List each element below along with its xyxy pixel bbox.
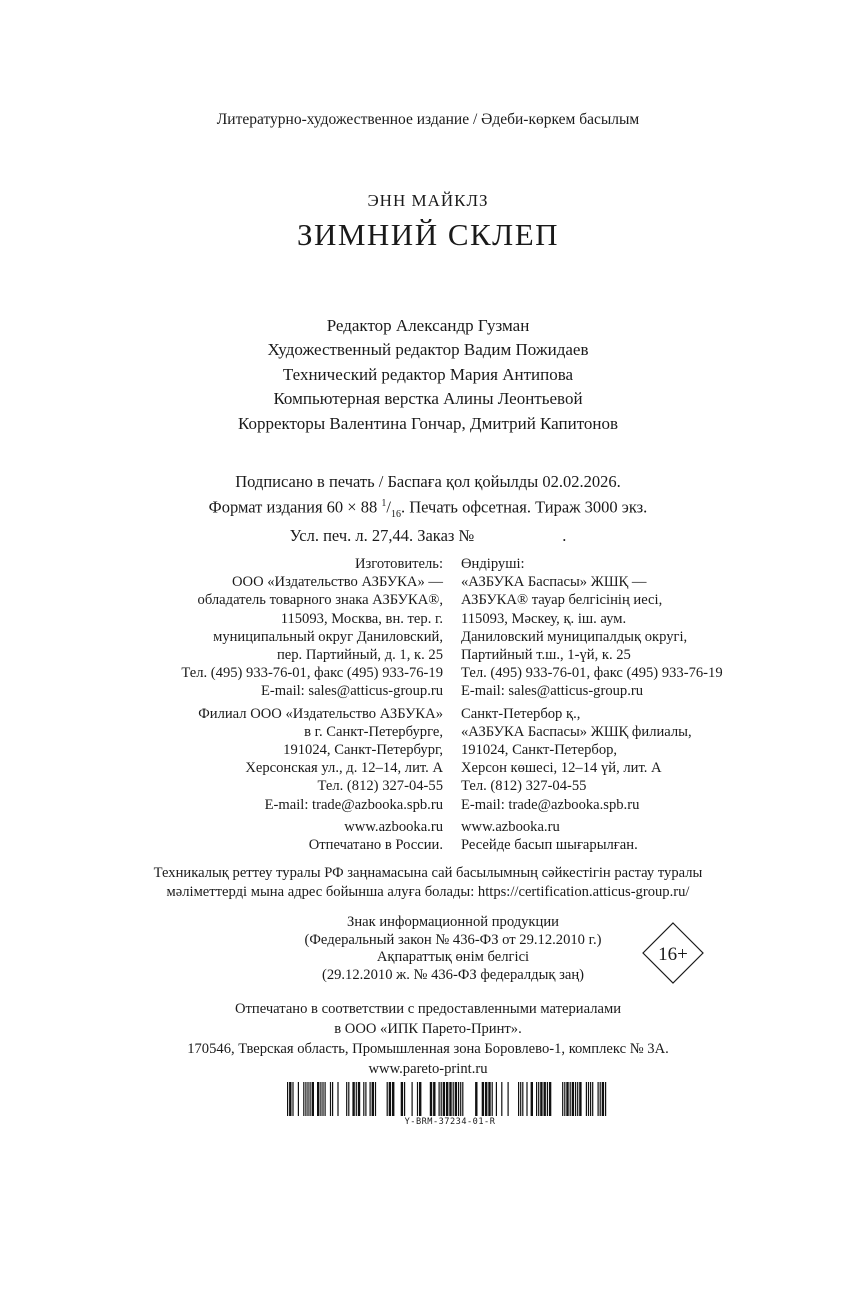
manufacturer-ru-branch [181,705,443,814]
barcode-bar [370,1082,371,1116]
barcode-bar [372,1082,374,1116]
text-line: 170546, Тверская область, Промышленная зона Боровлево-1, комплекс № 3А. [187,1041,669,1057]
manufacturer-kz-main [461,555,723,701]
barcode-bar [566,1082,568,1116]
text-line: Тел. (812) 327-04-55 [317,778,443,795]
text-line: Санкт-Петербор қ., [461,705,581,722]
age-rating-text: 16+ [658,944,688,965]
manufacturer-ru-web [181,818,443,854]
barcode-bar [356,1082,357,1116]
barcode-bar [544,1082,546,1116]
text-line: «АЗБУКА Баспасы» ЖШҚ — [461,574,647,591]
credit-line: Художественный редактор Вадим Пожидаев [267,340,589,360]
barcode-bar [446,1082,448,1116]
barcode-bar [352,1082,354,1116]
barcode-bar [453,1082,454,1116]
age-rating-badge [642,922,704,984]
barcode-bar [303,1082,304,1116]
format-suffix: . Печать офсетная. Тираж 3000 экз. [400,497,648,516]
barcode-bar [518,1082,519,1116]
sheets-line [0,525,856,547]
barcode-bar [562,1082,563,1116]
barcode [285,1082,615,1116]
barcode-bar [449,1082,451,1116]
text-line: Ақпараттық өнім белгісі [376,949,530,966]
barcode-bar [605,1082,606,1116]
barcode-bar [588,1082,589,1116]
text-line: Ресейде басып шығарылған. [461,837,638,854]
barcode-bar [455,1082,457,1116]
text-line: (Федеральный закон № 436-ФЗ от 29.12.2010 г.) [304,931,602,948]
signed-to-print: Подписано в печать / Баспаға қол қойылды 02.02.2026. [235,472,621,491]
text-line: E-mail: trade@azbooka.spb.ru [264,796,443,813]
printer-info [0,999,856,1079]
barcode-bar [404,1082,405,1116]
text-line: пер. Партийный, д. 1, к. 25 [276,647,443,664]
text-line: Тел. (495) 933-76-01, факс (495) 933-76-19 [181,665,443,682]
barcode-bar [307,1082,308,1116]
barcode-bar [501,1082,502,1116]
text-line: 191024, Санкт-Петербор, [461,742,618,759]
tech-regulation-note [0,864,856,902]
text-line: Изготовитель: [354,556,443,572]
barcode-bar [586,1082,587,1116]
text-line: E-mail: sales@atticus-group.ru [260,683,443,700]
barcode-bar [430,1082,432,1116]
barcode-bar [337,1082,338,1116]
barcode-bar [287,1082,288,1116]
barcode-bar [292,1082,293,1116]
barcode-bar [441,1082,442,1116]
text-line: Тел. (495) 933-76-01, факс (495) 933-76-19 [461,665,723,682]
barcode-bar [482,1082,484,1116]
text-line: E-mail: sales@atticus-group.ru [461,683,644,700]
barcode-bar [332,1082,333,1116]
format-denominator: 16 [390,508,401,520]
credit-line: Корректоры Валентина Гончар, Дмитрий Капитонов [237,413,619,433]
barcode-bar [496,1082,497,1116]
book-author: ЭНН МАЙКЛЗ [367,191,489,210]
text-line: АЗБУКА® тауар белгісінің иесі, [461,592,663,609]
barcode-bar [458,1082,459,1116]
barcode-bar [592,1082,593,1116]
barcode-bar [492,1082,493,1116]
barcode-bar [488,1082,490,1116]
text-line: 115093, Мәскеу, қ. іш. аум. [461,610,627,627]
barcode-bar [348,1082,349,1116]
barcode-bar [375,1082,376,1116]
text-line: 191024, Санкт-Петербург, [283,742,443,759]
barcode-bar [417,1082,418,1116]
barcode-bar [320,1082,321,1116]
barcode-bar [387,1082,388,1116]
text-line: ООО «Издательство АЗБУКА» — [231,574,443,591]
credit-line: Технический редактор Мария Антипова [282,364,574,384]
text-line: (29.12.2010 ж. № 436-ФЗ федералдық заң) [321,966,585,983]
barcode-bar [443,1082,445,1116]
barcode-bar [600,1082,601,1116]
barcode-bar [526,1082,527,1116]
barcode-bar [317,1082,319,1116]
barcode-bar [508,1082,509,1116]
text-line: E-mail: trade@azbooka.spb.ru [461,796,640,813]
barcode-bar [330,1082,331,1116]
text-line: www.azbooka.ru [344,818,443,835]
format-prefix: Формат издания 60 × 88 [208,497,378,516]
barcode-bar [401,1082,403,1116]
text-line: в г. Санкт-Петербурге, [304,723,443,740]
barcode-bar [462,1082,463,1116]
manufacturer-ru-main [181,555,443,701]
credit-line: Компьютерная верстка Алины Леонтьевой [273,389,583,409]
barcode-bar [547,1082,548,1116]
barcode-bar [392,1082,394,1116]
format-line: Формат издания 60 × 88 $^1/_{16}$. Печать офсетная. Тираж 3000 экз. [208,497,648,520]
text-line: Тел. (812) 327-04-55 [461,778,587,795]
sheets-prefix: Усл. печ. л. 27,44. Заказ № [289,525,475,545]
barcode-bar [475,1082,477,1116]
edition-type: Литературно-художественное издание / Әдеби-көркем басылым [216,111,640,128]
barcode-bar [549,1082,551,1116]
barcode-bar [575,1082,576,1116]
barcode-bar [540,1082,542,1116]
text-line: обладатель товарного знака АЗБУКА®, [197,592,443,609]
text-line: Херсонская ул., д. 12–14, лит. А [245,760,443,777]
credits-list [0,314,856,436]
text-line: Филиал ООО «Издательство АЗБУКА» [198,705,443,722]
info-product-sign [260,914,646,984]
text-line: www.pareto-print.ru [368,1061,488,1077]
text-line: муниципальный округ Даниловский, [213,628,443,645]
barcode-bar [412,1082,413,1116]
barcode-bar [570,1082,571,1116]
barcode-bar [460,1082,461,1116]
barcode-bar [419,1082,421,1116]
barcode-bar [485,1082,487,1116]
barcode-bar [590,1082,591,1116]
barcode-bar [536,1082,537,1116]
barcode-bar [564,1082,565,1116]
barcode-bar [598,1082,599,1116]
barcode-bar [310,1082,311,1116]
barcode-bar [579,1082,581,1116]
manufacturer-kz [461,555,723,858]
barcode-bar [363,1082,364,1116]
manufacturer-kz-web [461,818,723,854]
text-line: «АЗБУКА Баспасы» ЖШҚ филиалы, [461,723,692,740]
barcode-bar [365,1082,366,1116]
text-line: в ООО «ИПК Парето-Принт». [334,1021,522,1037]
format-numerator: 1 [381,497,387,509]
text-line: www.azbooka.ru [461,818,560,835]
barcode-bar [325,1082,326,1116]
manufacturer-ru [181,555,443,858]
book-title: ЗИМНИЙ СКЛЕП [296,217,560,252]
text-line: Знак информационной продукции [347,914,559,930]
text-line: Партийный т.ш., 1-үй, к. 25 [461,647,631,664]
sheets-suffix: . [562,525,567,545]
barcode-bar [531,1082,533,1116]
text-line: Техникалық реттеу туралы РФ заңнамасына сай басылымның сәйкестігін растау туралы [153,865,703,881]
barcode-bar [439,1082,440,1116]
manufacturer-kz-branch [461,705,723,814]
text-line: 115093, Москва, вн. тер. г. [280,610,443,627]
barcode-bar [520,1082,521,1116]
barcode-bar [577,1082,578,1116]
barcode-bar [522,1082,523,1116]
barcode-bar [389,1082,391,1116]
text-line: Даниловский муниципалдық округі, [461,628,688,645]
barcode-bar [602,1082,604,1116]
credit-line: Редактор Александр Гузман [326,316,530,335]
barcode-bar [305,1082,306,1116]
barcode-label: Y-BRM-37234-01-R [404,1117,496,1127]
text-line: Отпечатано в соответствии с предоставленными материалами [234,1001,621,1017]
barcode-bar [572,1082,574,1116]
barcode-bar [538,1082,539,1116]
print-details [0,471,856,546]
barcode-bar [433,1082,435,1116]
barcode-bar [358,1082,360,1116]
barcode-bar [312,1082,314,1116]
text-line: Өндіруші: [461,556,525,572]
barcode-bar [322,1082,323,1116]
barcode-bar [346,1082,347,1116]
text-line: Отпечатано в России. [308,837,443,854]
text-line: мәліметтерді мына адрес бойынша алуға болады: https://certification.atticus-group.ru/ [166,884,690,900]
barcode-bar [298,1082,299,1116]
text-line: Херсон көшесі, 12–14 үй, лит. А [461,760,662,777]
barcode-bar [289,1082,291,1116]
